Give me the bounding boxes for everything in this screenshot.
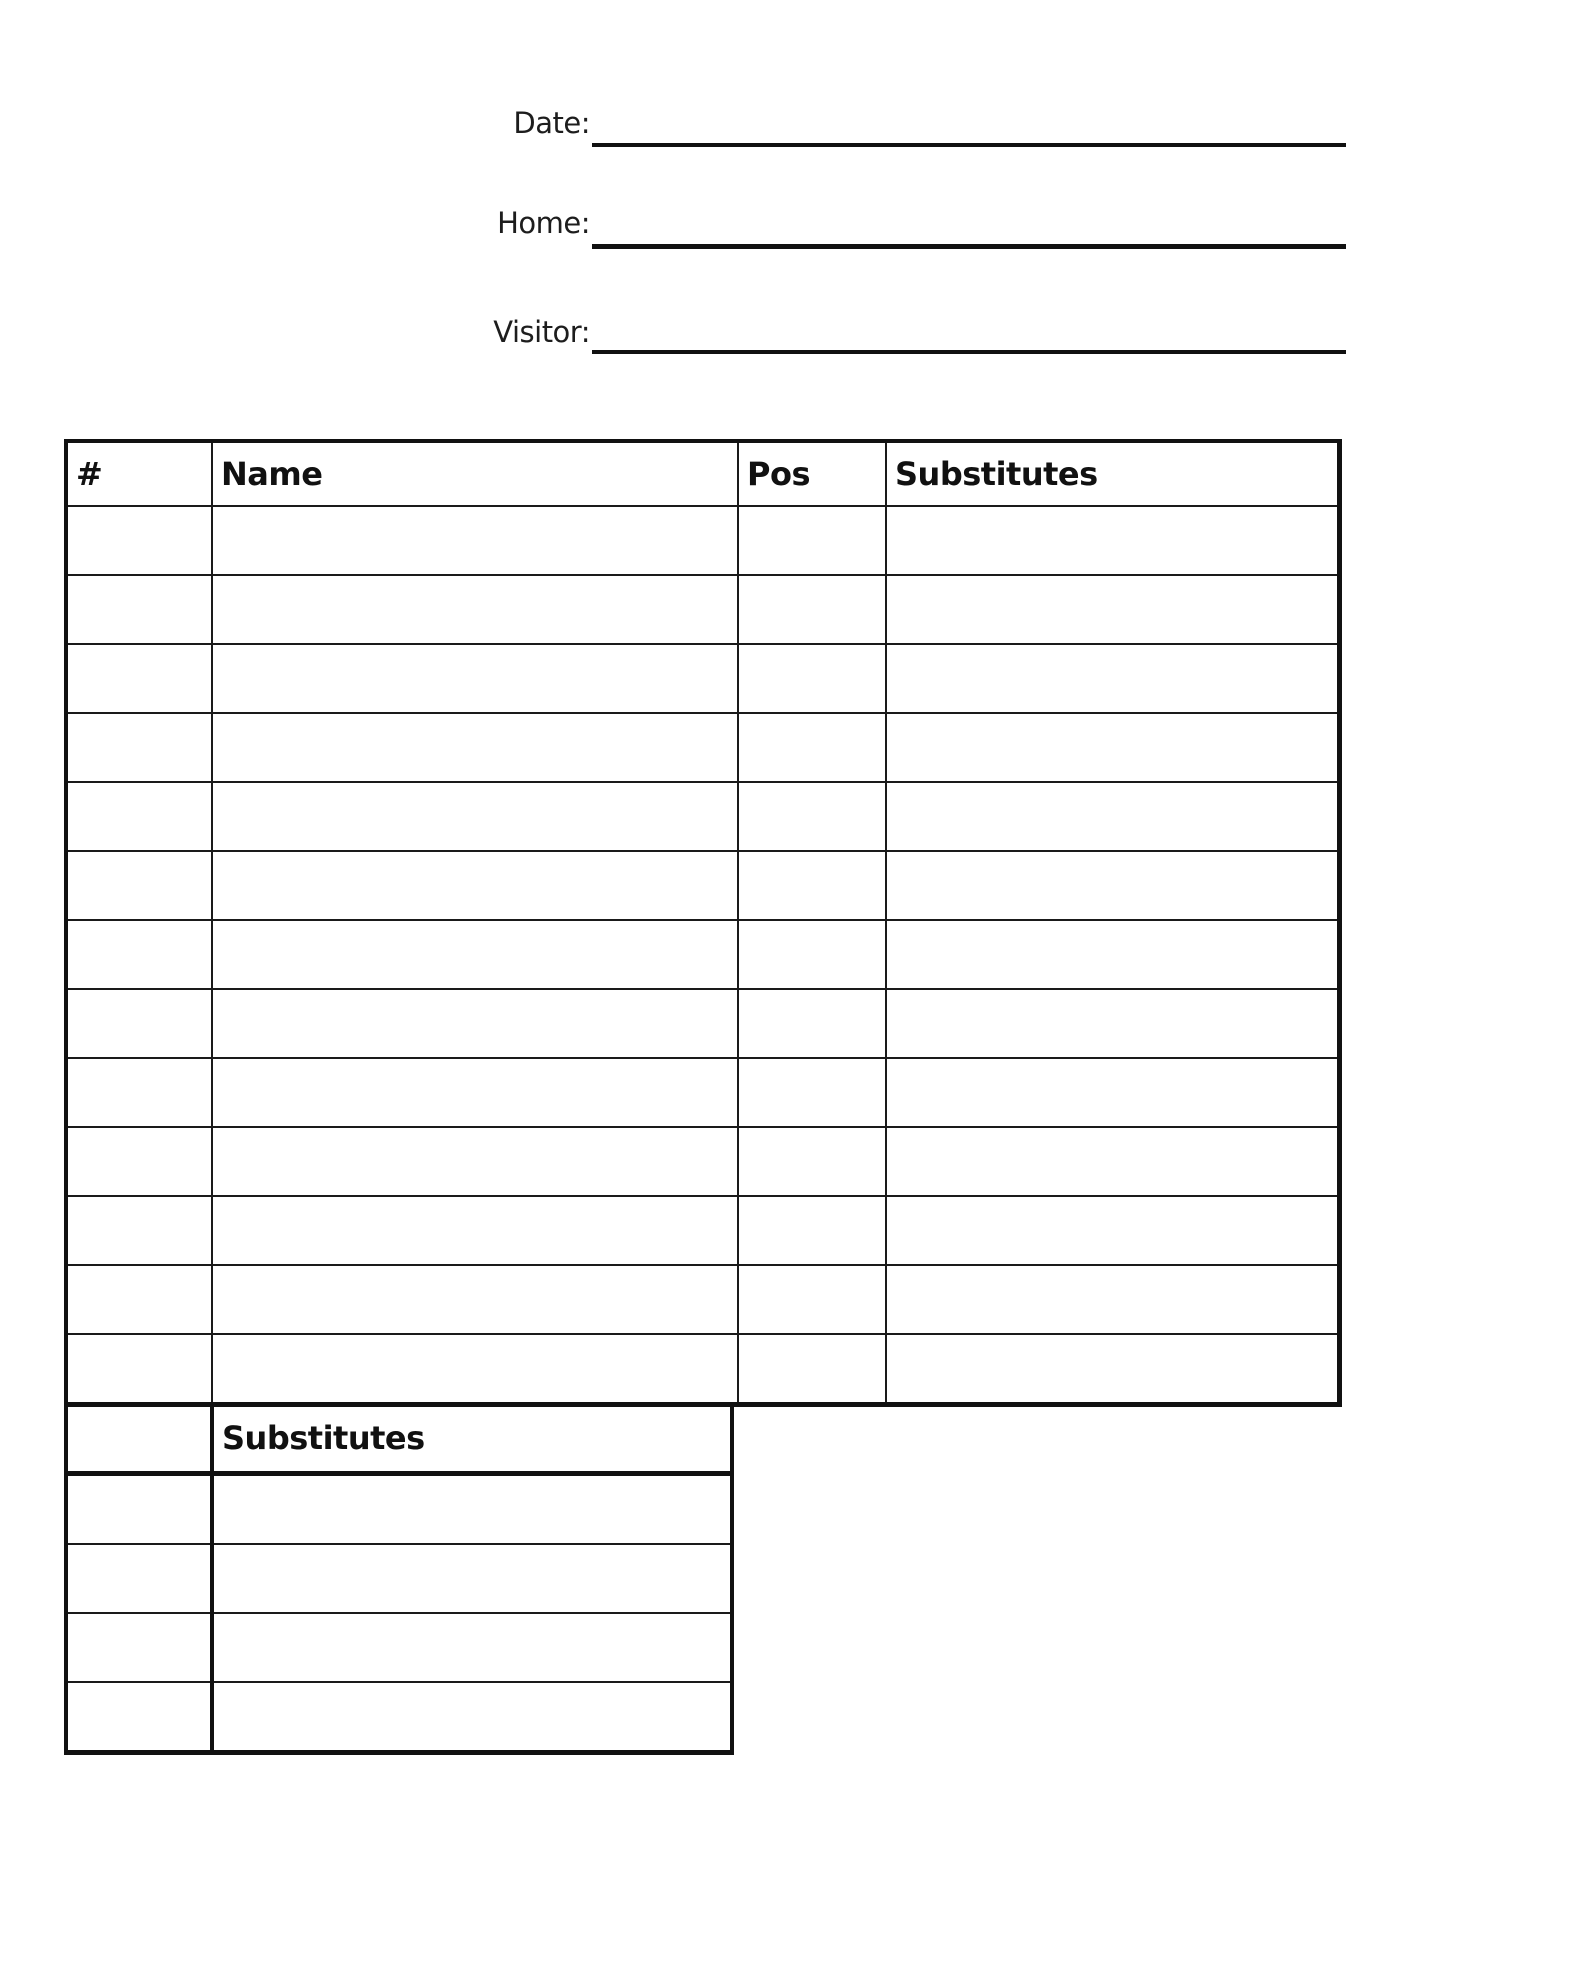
cell-position[interactable]	[738, 713, 886, 782]
table-row	[66, 713, 1339, 782]
cell-substitutes[interactable]	[886, 1058, 1339, 1127]
cell-name[interactable]	[212, 851, 738, 920]
cell-number[interactable]	[66, 1334, 212, 1405]
substitute-cell-name[interactable]	[212, 1474, 732, 1545]
substitute-cell-name[interactable]	[212, 1544, 732, 1613]
cell-name[interactable]	[212, 506, 738, 575]
column-header-position: Pos	[738, 441, 886, 506]
visitor-field-line[interactable]	[592, 350, 1346, 354]
table-row	[66, 920, 1339, 989]
cell-name[interactable]	[212, 920, 738, 989]
substitutes-table	[64, 1405, 734, 1755]
column-header-number: #	[66, 441, 212, 506]
substitute-row	[66, 1474, 732, 1545]
cell-substitutes[interactable]	[886, 506, 1339, 575]
date-label: Date:	[513, 106, 590, 140]
substitute-cell-number[interactable]	[66, 1474, 212, 1545]
cell-name[interactable]	[212, 575, 738, 644]
cell-number[interactable]	[66, 713, 212, 782]
substitute-row	[66, 1544, 732, 1613]
cell-substitutes[interactable]	[886, 1334, 1339, 1405]
cell-number[interactable]	[66, 1196, 212, 1265]
date-field-line[interactable]	[592, 143, 1346, 147]
cell-substitutes[interactable]	[886, 575, 1339, 644]
table-row	[66, 575, 1339, 644]
roster-table	[64, 439, 1342, 1407]
cell-substitutes[interactable]	[886, 920, 1339, 989]
cell-name[interactable]	[212, 1196, 738, 1265]
substitute-cell-number[interactable]	[66, 1682, 212, 1753]
home-field-line[interactable]	[592, 244, 1346, 249]
table-row	[66, 1127, 1339, 1196]
table-row	[66, 1334, 1339, 1405]
cell-position[interactable]	[738, 1334, 886, 1405]
table-row	[66, 989, 1339, 1058]
cell-substitutes[interactable]	[886, 1127, 1339, 1196]
cell-number[interactable]	[66, 920, 212, 989]
cell-number[interactable]	[66, 506, 212, 575]
cell-number[interactable]	[66, 644, 212, 713]
table-row	[66, 1058, 1339, 1127]
cell-position[interactable]	[738, 1058, 886, 1127]
cell-position[interactable]	[738, 920, 886, 989]
cell-number[interactable]	[66, 1058, 212, 1127]
cell-name[interactable]	[212, 1058, 738, 1127]
cell-name[interactable]	[212, 1127, 738, 1196]
visitor-label: Visitor:	[493, 315, 590, 349]
cell-position[interactable]	[738, 644, 886, 713]
cell-position[interactable]	[738, 1127, 886, 1196]
cell-position[interactable]	[738, 575, 886, 644]
cell-substitutes[interactable]	[886, 644, 1339, 713]
substitute-cell-number[interactable]	[66, 1613, 212, 1682]
cell-position[interactable]	[738, 1196, 886, 1265]
cell-substitutes[interactable]	[886, 713, 1339, 782]
cell-number[interactable]	[66, 1127, 212, 1196]
cell-name[interactable]	[212, 644, 738, 713]
cell-name[interactable]	[212, 1265, 738, 1334]
substitute-row	[66, 1613, 732, 1682]
cell-number[interactable]	[66, 851, 212, 920]
table-row	[66, 782, 1339, 851]
column-header-substitutes: Substitutes	[886, 441, 1339, 506]
cell-substitutes[interactable]	[886, 782, 1339, 851]
cell-position[interactable]	[738, 782, 886, 851]
cell-substitutes[interactable]	[886, 1196, 1339, 1265]
substitutes-header-number	[66, 1405, 212, 1474]
cell-position[interactable]	[738, 851, 886, 920]
table-row	[66, 851, 1339, 920]
cell-number[interactable]	[66, 575, 212, 644]
substitute-cell-name[interactable]	[212, 1682, 732, 1753]
substitute-cell-number[interactable]	[66, 1544, 212, 1613]
table-row	[66, 1265, 1339, 1334]
cell-name[interactable]	[212, 989, 738, 1058]
cell-substitutes[interactable]	[886, 989, 1339, 1058]
table-row	[66, 644, 1339, 713]
substitutes-header-title: Substitutes	[212, 1405, 732, 1474]
cell-position[interactable]	[738, 1265, 886, 1334]
cell-name[interactable]	[212, 782, 738, 851]
cell-position[interactable]	[738, 506, 886, 575]
cell-name[interactable]	[212, 1334, 738, 1405]
substitutes-header-row	[66, 1405, 732, 1474]
cell-substitutes[interactable]	[886, 1265, 1339, 1334]
substitute-cell-name[interactable]	[212, 1613, 732, 1682]
cell-position[interactable]	[738, 989, 886, 1058]
cell-substitutes[interactable]	[886, 851, 1339, 920]
roster-header-row	[66, 441, 1339, 506]
cell-number[interactable]	[66, 989, 212, 1058]
cell-number[interactable]	[66, 782, 212, 851]
home-label: Home:	[497, 206, 590, 240]
cell-name[interactable]	[212, 713, 738, 782]
cell-number[interactable]	[66, 1265, 212, 1334]
table-row	[66, 506, 1339, 575]
table-row	[66, 1196, 1339, 1265]
substitute-row	[66, 1682, 732, 1753]
column-header-name: Name	[212, 441, 738, 506]
